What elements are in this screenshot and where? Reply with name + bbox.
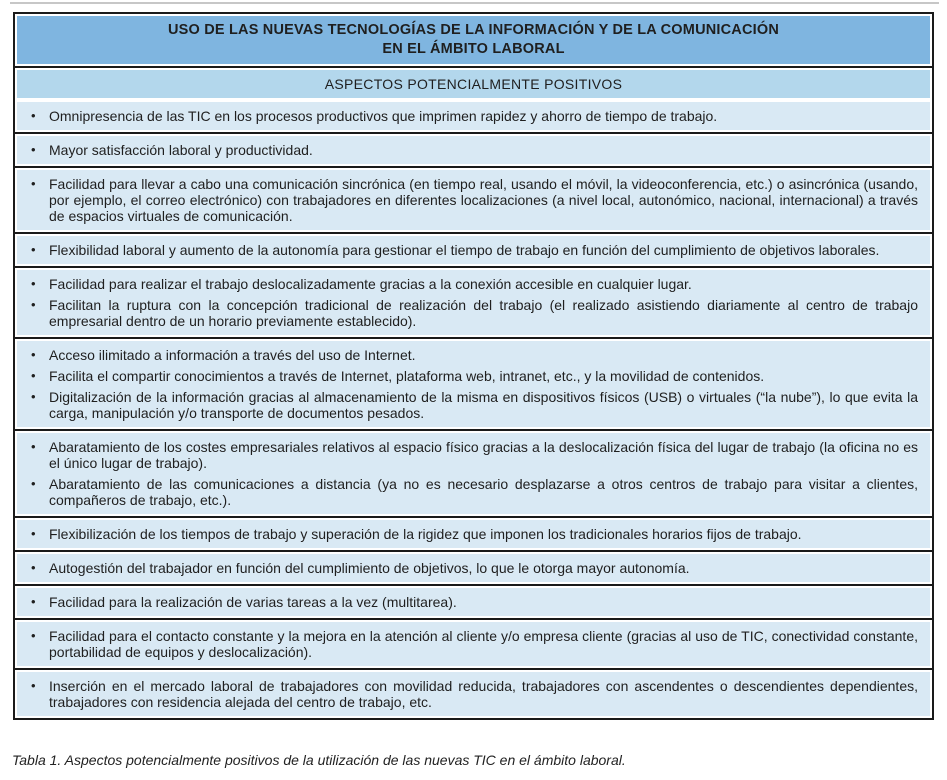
- table-row-fill: [17, 341, 930, 427]
- table-row: [15, 337, 932, 429]
- bullet-item: [29, 476, 920, 508]
- table-row-fill: [17, 672, 930, 716]
- bullet-item: [29, 389, 920, 421]
- bullet-text: Facilidad para la realización de varias tareas a la vez (multitarea).: [49, 594, 457, 610]
- bullet-icon: •: [31, 142, 36, 157]
- bullet-text: Facilidad para el contacto constante y la mejora en la atención al cliente y/o empresa cliente (gracias al uso de TIC, conectividad constante, portabilidad de equipos y deslocalización).: [49, 628, 918, 660]
- top-divider: [10, 2, 939, 4]
- bullet-text: Facilidad para llevar a cabo una comunicación sincrónica (en tiempo real, usando el móvil, la videoconferencia, etc.) o asincrónica (usando, por ejemplo, el correo electrónico) con trabajadores en diferentes localizaciones (a nivel local, autonómico, nacional, internacional) a través de espacios virtuales de comunicación.: [49, 176, 918, 224]
- table-title-line-1: USO DE LAS NUEVAS TECNOLOGÍAS DE LA INFORMACIÓN Y DE LA COMUNICACIÓN: [167, 22, 780, 38]
- bullet-icon: •: [31, 368, 36, 383]
- table-row-fill: [17, 554, 930, 582]
- bullet-item: [29, 439, 920, 471]
- table-row: [15, 266, 932, 337]
- bullet-item: [29, 142, 920, 158]
- bullet-text: Digitalización de la información gracias al almacenamiento de la misma en dispositivos físicos (USB) o virtuales (“la nube”), lo que evita la carga, manipulación y/o transporte de documentos pesados.: [49, 389, 918, 421]
- table-row-fill: [17, 433, 930, 514]
- bullet-item: [29, 242, 920, 258]
- table-row-fill: [17, 520, 930, 548]
- table-row: [15, 100, 932, 132]
- bullet-text: Facilita el compartir conocimientos a través de Internet, plataforma web, intranet, etc., y la movilidad de contenidos.: [49, 368, 765, 384]
- table-caption: Tabla 1. Aspectos potencialmente positivos de la utilización de las nuevas TIC en el ámbito laboral.: [12, 752, 626, 768]
- table-row-fill: [17, 102, 930, 130]
- bullet-text: Inserción en el mercado laboral de trabajadores con movilidad reducida, trabajadores con ascendentes o descendientes dependientes, trabajadores con residencia alejada del centro de trabajo, etc.: [49, 678, 918, 710]
- bullet-text: Flexibilidad laboral y aumento de la autonomía para gestionar el tiempo de trabajo en función del cumplimiento de objetivos laborales.: [49, 242, 880, 258]
- table-row: [15, 232, 932, 266]
- bullet-icon: •: [31, 560, 36, 575]
- bullet-text: Mayor satisfacción laboral y productividad.: [49, 142, 313, 158]
- bullet-icon: •: [31, 108, 36, 123]
- bullet-text: Flexibilización de los tiempos de trabajo y superación de la rigidez que imponen los tradicionales horarios fijos de trabajo.: [49, 526, 802, 542]
- table-row: [15, 516, 932, 550]
- bullet-item: [29, 297, 920, 329]
- table-title-band: [15, 14, 932, 66]
- bullet-item: [29, 347, 920, 363]
- bullet-item: [29, 560, 920, 576]
- bullet-icon: •: [31, 347, 36, 362]
- bullet-icon: •: [31, 389, 36, 404]
- table-row: [15, 584, 932, 618]
- bullet-item: [29, 628, 920, 660]
- bullet-item: [29, 176, 920, 224]
- table-row-fill: [17, 170, 930, 230]
- table-row: [15, 618, 932, 668]
- bullet-text: Omnipresencia de las TIC en los procesos productivos que imprimen rapidez y ahorro de tiempo de trabajo.: [49, 108, 718, 124]
- table-subtitle-band: [15, 66, 932, 100]
- bullet-item: [29, 368, 920, 384]
- table-row: [15, 132, 932, 166]
- bullet-text: Acceso ilimitado a información a través del uso de Internet.: [49, 347, 416, 363]
- bullet-text: Abaratamiento de los costes empresariales relativos al espacio físico gracias a la deslocalización física del lugar de trabajo (la oficina no es el único lugar de trabajo).: [49, 439, 918, 471]
- table-row: [15, 668, 932, 718]
- bullet-icon: •: [31, 628, 36, 643]
- table-row-fill: [17, 622, 930, 666]
- bullet-item: [29, 526, 920, 542]
- bullet-item: [29, 594, 920, 610]
- table-row-fill: [17, 236, 930, 264]
- table-title-line-2: EN EL ÁMBITO LABORAL: [382, 41, 565, 57]
- bullet-text: Autogestión del trabajador en función del cumplimiento de objetivos, lo que le otorga mayor autonomía.: [49, 560, 690, 576]
- table-row-fill: [17, 588, 930, 616]
- bullet-icon: •: [31, 476, 36, 491]
- bullet-item: [29, 108, 920, 124]
- bullet-item: [29, 678, 920, 710]
- bullet-icon: •: [31, 176, 36, 191]
- table-row: [15, 550, 932, 584]
- bullet-text: Facilidad para realizar el trabajo deslocalizadamente gracias a la conexión accesible en cualquier lugar.: [49, 276, 692, 292]
- bullet-icon: •: [31, 678, 36, 693]
- bullet-icon: •: [31, 526, 36, 541]
- bullet-icon: •: [31, 439, 36, 454]
- table-title: [17, 16, 930, 64]
- table-row: [15, 429, 932, 516]
- bullet-icon: •: [31, 297, 36, 312]
- table-row-fill: [17, 136, 930, 164]
- bullet-icon: •: [31, 276, 36, 291]
- table-subtitle: ASPECTOS POTENCIALMENTE POSITIVOS: [17, 70, 930, 98]
- table-row-fill: [17, 270, 930, 335]
- bullet-icon: •: [31, 242, 36, 257]
- bullet-icon: •: [31, 594, 36, 609]
- table-row: [15, 166, 932, 232]
- bullet-text: Facilitan la ruptura con la concepción tradicional de realización del trabajo (el realizado asistiendo diariamente al centro de trabajo empresarial dentro de un horario previamente establecido).: [49, 297, 918, 329]
- bullet-item: [29, 276, 920, 292]
- bullet-text: Abaratamiento de las comunicaciones a distancia (ya no es necesario desplazarse a otros centros de trabajo para visitar a clientes, compañeros de trabajo, etc.).: [49, 476, 918, 508]
- tic-positives-table: [13, 12, 934, 720]
